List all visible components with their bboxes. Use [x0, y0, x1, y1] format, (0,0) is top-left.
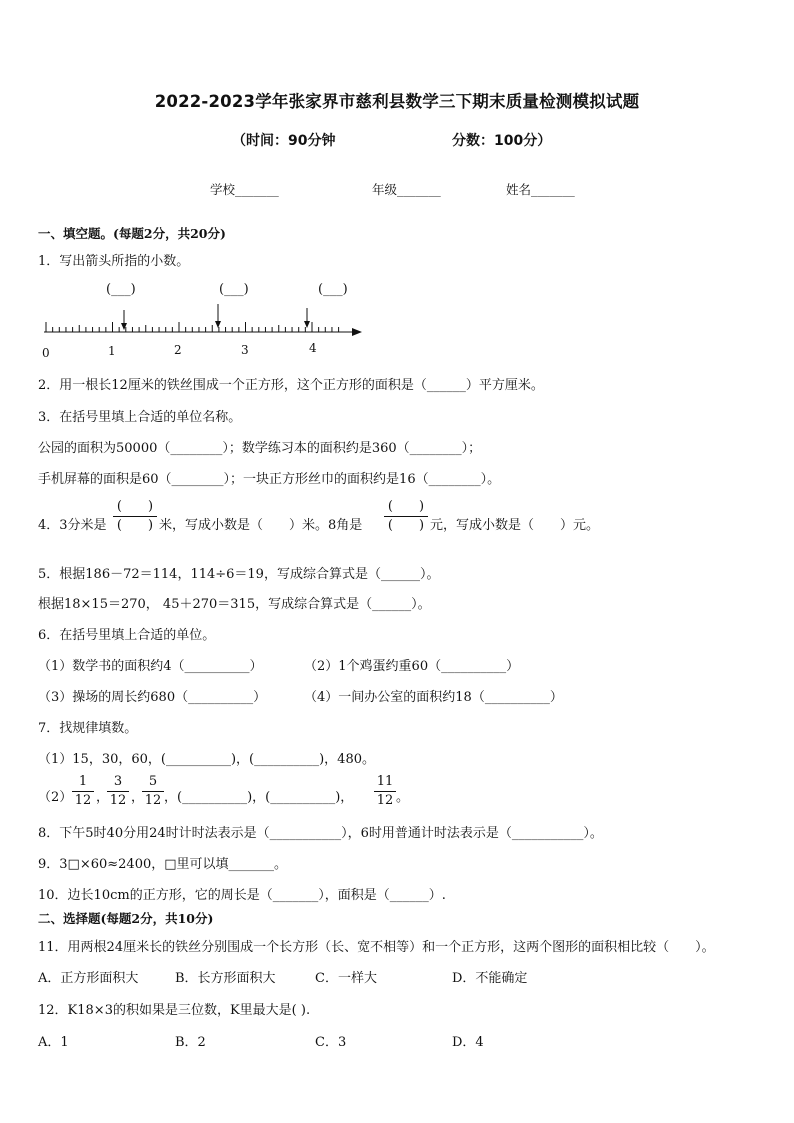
question-4-part-b: 米，写成小数是（ ）米。8角是	[159, 518, 363, 533]
exam-time: （时间：90分钟	[232, 133, 336, 149]
grade-field[interactable]: 年级_______	[372, 182, 441, 197]
question-7-item-2-label: （2）	[38, 790, 73, 805]
question-11: 11．用两根24厘米长的铁丝分别围成一个长方形（长、宽不相等）和一个正方形，这两个图形的面积相比较（ ）。	[38, 940, 715, 955]
tick-label-3: 3	[241, 343, 249, 357]
fraction-bar	[374, 791, 396, 792]
period: 。	[396, 790, 410, 805]
page-title: 2022-2023学年张家界市慈利县数学三下期末质量检测模拟试题	[154, 92, 640, 111]
q4-fraction-2-num: ( )	[387, 499, 425, 514]
q1-blank-2[interactable]: (___)	[219, 282, 249, 297]
question-2: 2．用一根长12厘米的铁丝围成一个正方形，这个正方形的面积是（______）平方厘米。	[38, 378, 544, 393]
q7-fraction-last-den: 12	[376, 793, 394, 808]
question-1: 1．写出箭头所指的小数。	[38, 254, 190, 269]
question-3-line-a: 公园的面积为50000（________）；数学练习本的面积约是360（________）；	[38, 441, 482, 456]
number-line	[36, 300, 376, 360]
q7-fraction-2-num: 3	[113, 774, 123, 789]
question-9: 9．3□×60≈2400，□里可以填_______。	[38, 857, 288, 872]
question-7-item-1: （1）15，30，60，(__________)，(__________)，480。	[38, 752, 375, 767]
question-8: 8．下午5时40分用24时计时法表示是（___________），6时用普通计时法表示是（___________）。	[38, 826, 603, 841]
exam-score: 分数：100分）	[452, 133, 552, 149]
fraction-bar	[113, 516, 157, 517]
section-heading-fill: 一、填空题。(每题2分，共20分)	[38, 226, 226, 241]
fraction-bar	[384, 516, 428, 517]
fraction-bar	[72, 791, 94, 792]
q7-fraction-1-den: 12	[74, 793, 92, 808]
question-6-item-1: （1）数学书的面积约4（__________）	[38, 659, 263, 674]
question-6: 6．在括号里填上合适的单位。	[38, 628, 216, 643]
q4-fraction-2[interactable]	[384, 499, 428, 534]
q7-fraction-last	[374, 774, 396, 809]
comma: ，	[96, 790, 110, 805]
pointer-arrow-3	[304, 308, 310, 328]
q7-fraction-3-num: 5	[148, 774, 158, 789]
q11-option-c[interactable]: C．一样大	[315, 971, 377, 986]
q12-option-c[interactable]: C．3	[315, 1035, 347, 1050]
name-field[interactable]: 姓名_______	[506, 182, 575, 197]
tick-label-0: 0	[42, 346, 50, 360]
fraction-bar	[142, 791, 164, 792]
question-3: 3．在括号里填上合适的单位名称。	[38, 410, 242, 425]
question-6-item-2: （2）1个鸡蛋约重60（__________）	[304, 659, 520, 674]
q1-blank-3[interactable]: (___)	[318, 282, 348, 297]
question-12: 12．K18×3的积如果是三位数，K里最大是( ).	[38, 1003, 311, 1018]
number-line-arrowhead	[352, 328, 362, 336]
comma: ，	[131, 790, 145, 805]
q7-fraction-last-num: 11	[376, 774, 394, 789]
q12-option-a[interactable]: A．1	[38, 1035, 69, 1050]
q7-fraction-2-den: 12	[109, 793, 127, 808]
question-4-part-c: 元，写成小数是（ ）元。	[430, 518, 600, 533]
q11-option-b[interactable]: B．长方形面积大	[175, 971, 276, 986]
q1-blank-1[interactable]: (___)	[106, 282, 136, 297]
q4-fraction-1-den: ( )	[116, 518, 154, 533]
pointer-arrow-2	[215, 304, 221, 328]
tick-label-2: 2	[174, 343, 182, 357]
question-7-item-2-blanks[interactable]: ，(__________)，(__________)，	[164, 790, 354, 805]
tick-label-1: 1	[108, 344, 116, 358]
question-4-part-a: 4．3分米是	[38, 518, 107, 533]
q7-fraction-1	[72, 774, 94, 809]
q7-fraction-3-den: 12	[144, 793, 162, 808]
question-6-item-3: （3）操场的周长约680（__________）	[38, 690, 267, 705]
question-6-item-4: （4）一间办公室的面积约18（__________）	[304, 690, 563, 705]
q7-fraction-1-num: 1	[78, 774, 88, 789]
question-5-line-b: 根据18×15＝270， 45＋270＝315，写成综合算式是（______）。	[38, 597, 431, 612]
q11-option-d[interactable]: D．不能确定	[452, 971, 528, 986]
question-10: 10．边长10cm的正方形，它的周长是（_______），面积是（______）.	[38, 888, 446, 903]
question-5-line-a: 5．根据186－72＝114，114÷6＝19，写成综合算式是（______）。	[38, 567, 440, 582]
q11-option-a[interactable]: A．正方形面积大	[38, 971, 139, 986]
fraction-bar	[107, 791, 129, 792]
q12-option-d[interactable]: D．4	[452, 1035, 484, 1050]
q12-option-b[interactable]: B．2	[175, 1035, 206, 1050]
q4-fraction-2-den: ( )	[387, 518, 425, 533]
q4-fraction-1[interactable]	[113, 499, 157, 534]
question-7: 7．找规律填数。	[38, 721, 138, 736]
question-3-line-b: 手机屏幕的面积是60（________）；一块正方形丝巾的面积约是16（________）。	[38, 472, 501, 487]
tick-label-4: 4	[309, 341, 317, 355]
q7-fraction-3	[142, 774, 164, 809]
q7-fraction-2	[107, 774, 129, 809]
section-heading-choice: 二、选择题(每题2分，共10分)	[38, 911, 214, 926]
school-field[interactable]: 学校_______	[210, 182, 279, 197]
q4-fraction-1-num: ( )	[116, 499, 154, 514]
